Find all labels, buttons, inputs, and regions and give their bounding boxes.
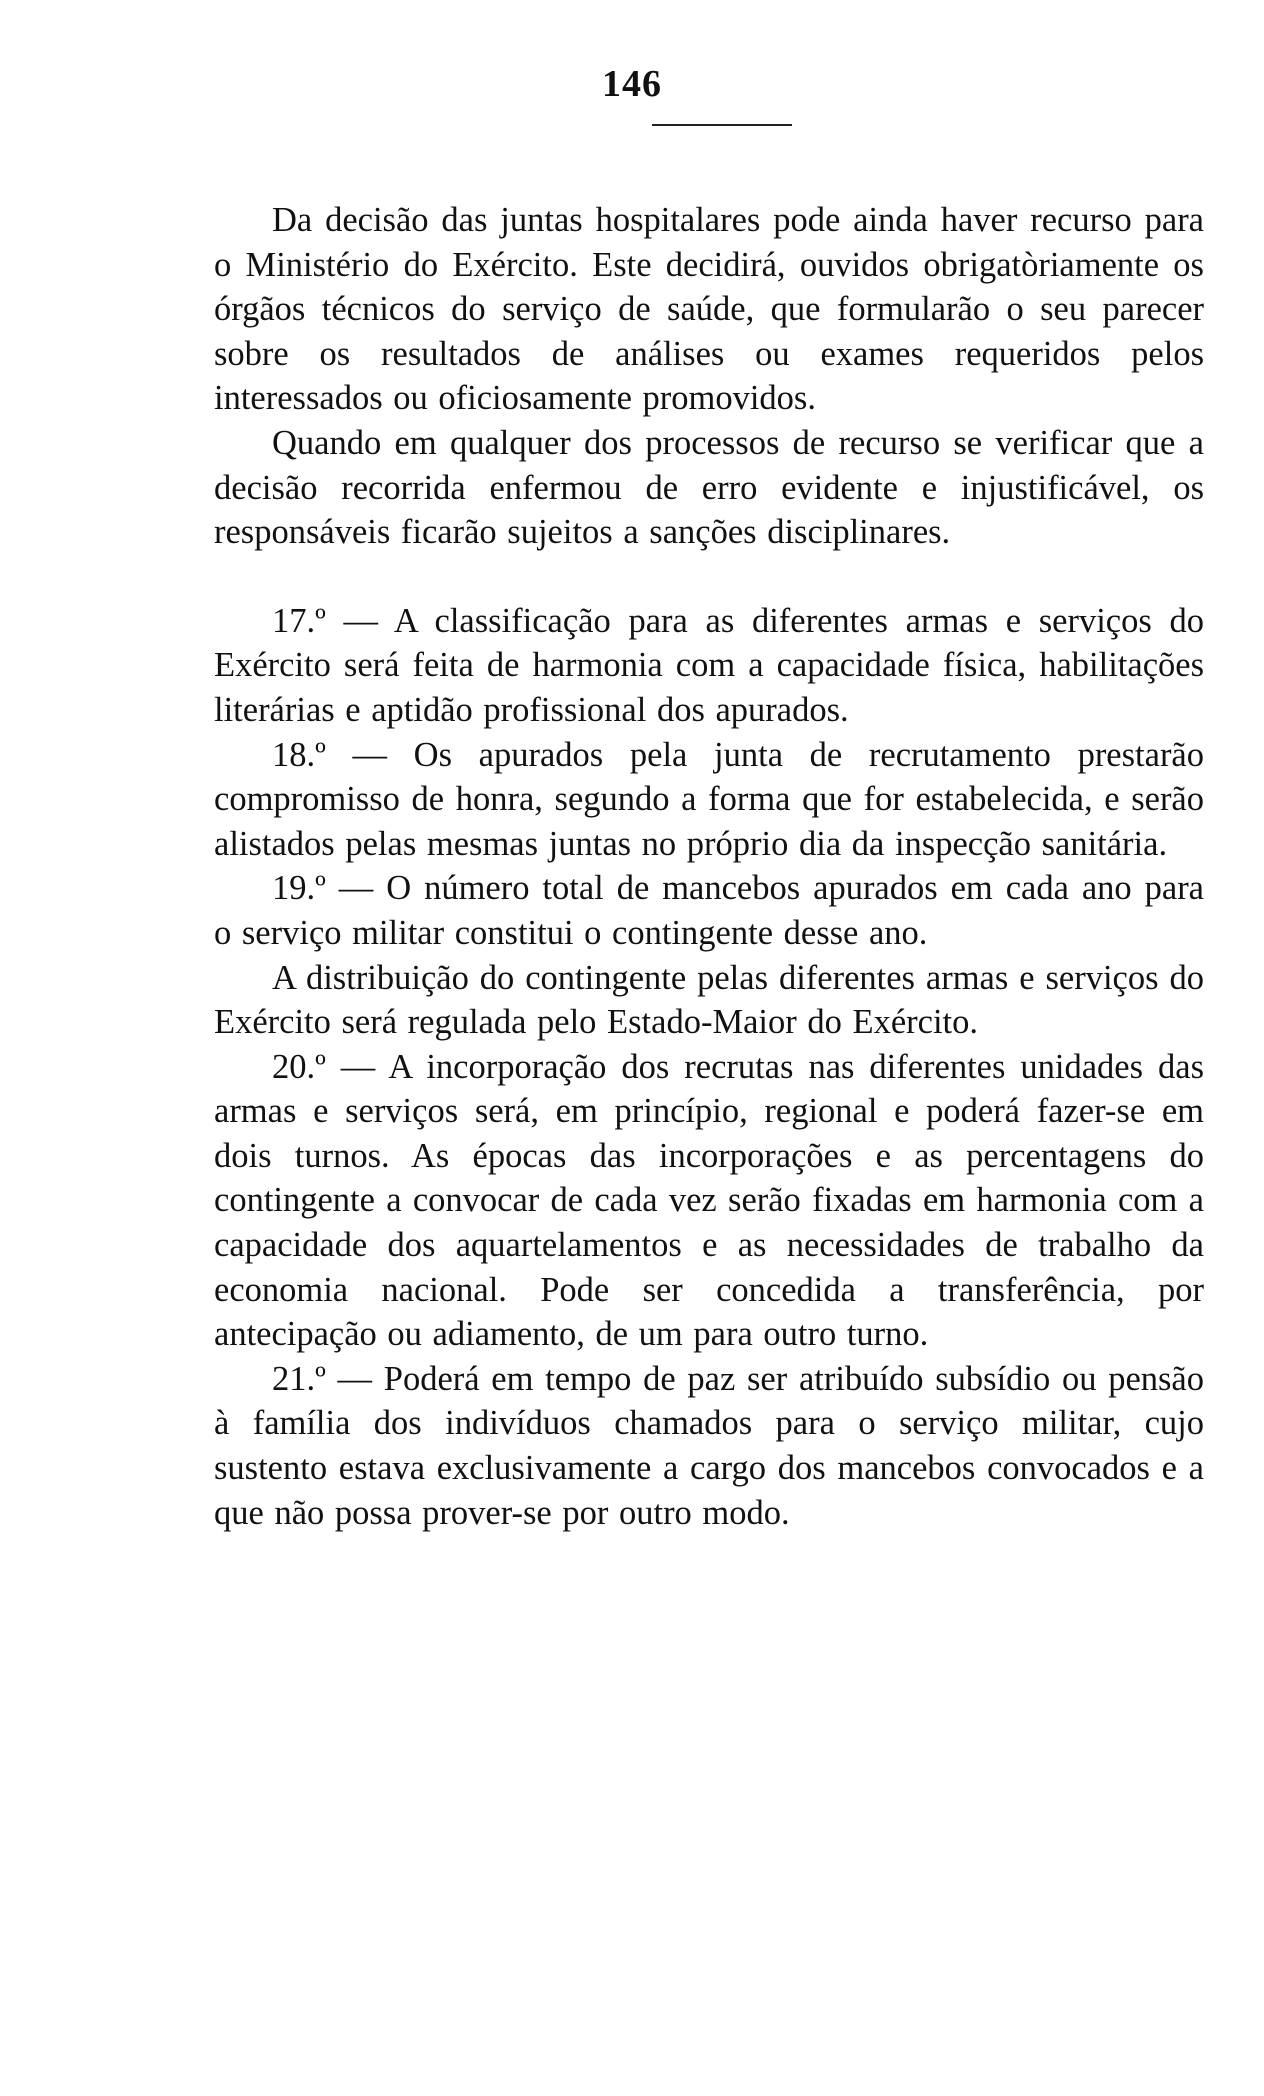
page-number-rule	[652, 124, 792, 126]
paragraph-hospital-appeal: Da decisão das juntas hospitalares pode ainda haver recurso para o Ministério do Exército. Este decidirá, ouvidos obrigatòriamente os órgãos técnicos do serviço de saúde, que formularão o seu parecer sobre os resultados de análises ou exames requeridos pelos interessados ou oficiosamente promovidos.	[214, 201, 1204, 418]
page-number: 146	[602, 63, 662, 105]
article-18: 18.º — Os apurados pela junta de recrutamento prestarão compromisso de honra, segundo a forma que for estabelecida, e serão alistados pelas mesmas juntas no próprio dia da inspecção sanitária.	[214, 735, 1204, 863]
article-20: 20.º — A incorporação dos recrutas nas diferentes unidades das armas e serviços será, em princípio, regional e poderá fazer-se em dois turnos. As épocas das incorporações e as percentagens do contingente a convocar de cada vez serão fixadas em harmonia com a capacidade dos aquartelamentos e as necessidades de trabalho da economia nacional. Pode ser concedida a transferência, por antecipação ou adiamento, de um para outro turno.	[214, 1047, 1204, 1354]
body-text	[214, 198, 1204, 1535]
paragraph-appeal-error: Quando em qualquer dos processos de recurso se verificar que a decisão recorrida enfermou de erro evidente e injustificável, os responsáveis ficarão sujeitos a sanções disciplinares.	[214, 423, 1204, 552]
paragraph-contingent-distribution: A distribuição do contingente pelas diferentes armas e serviços do Exército será regulada pelo Estado-Maior do Exército.	[214, 958, 1204, 1042]
article-19: 19.º — O número total de mancebos apurados em cada ano para o serviço militar constitui o contingente desse ano.	[214, 869, 1204, 952]
article-21: 21.º — Poderá em tempo de paz ser atribuído subsídio ou pensão à família dos indivíduos chamados para o serviço militar, cujo sustento estava exclusivamente a cargo dos mancebos convocados e a que não possa prover-se por outro modo.	[214, 1359, 1204, 1532]
section-gap	[214, 555, 1204, 599]
article-17: 17.º — A classificação para as diferentes armas e serviços do Exército será feita de harmonia com a capacidade física, habilitações literárias e aptidão profissional dos apurados.	[214, 601, 1204, 729]
